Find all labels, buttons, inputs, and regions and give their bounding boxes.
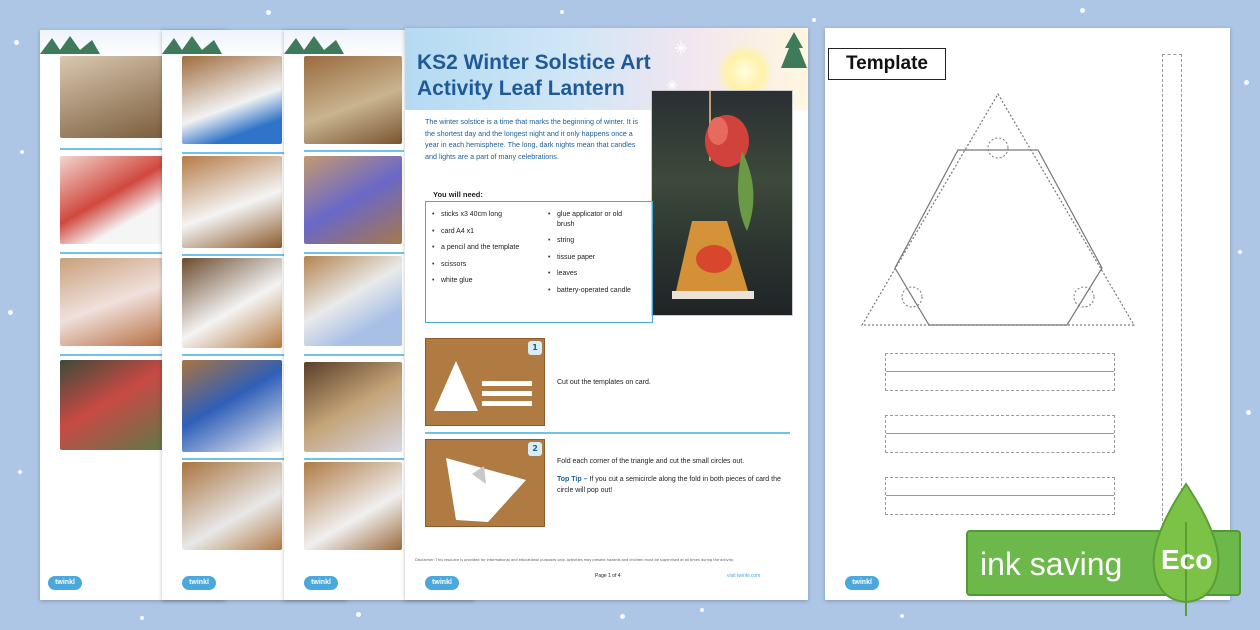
material-item: • tissue paper <box>548 253 638 263</box>
materials-list-box <box>425 201 653 323</box>
snowflake <box>560 10 564 14</box>
step-2-instruction: Fold each corner of the triangle and cut the small circles out. <box>557 458 745 465</box>
step-2-photo <box>425 439 545 527</box>
you-will-need-heading: You will need: <box>433 190 483 199</box>
twinkl-logo: twinkl <box>845 576 879 590</box>
material-item: • sticks x3 40cm long <box>432 210 522 220</box>
triangle-template <box>855 88 1155 348</box>
pine-branch-icon <box>162 32 222 58</box>
twinkl-logo: twinkl <box>182 576 216 590</box>
pine-branch-icon <box>284 32 344 58</box>
snowflake <box>266 10 271 15</box>
eco-label: Eco <box>1161 544 1213 575</box>
step-photo-thumbnail <box>304 256 402 346</box>
step-2-text <box>557 456 793 496</box>
snowflake-icon <box>675 42 687 54</box>
snowflake <box>1080 8 1085 13</box>
material-item: • white glue <box>432 276 522 286</box>
twinkl-logo: twinkl <box>48 576 82 590</box>
twinkl-logo: twinkl <box>425 576 459 590</box>
divider <box>425 432 790 434</box>
snowflake <box>900 614 904 618</box>
step-photo-thumbnail <box>60 360 170 450</box>
material-item: • leaves <box>548 269 638 279</box>
title-line-2: Activity Leaf Lantern <box>417 77 625 100</box>
cut-card-illustration <box>426 339 544 425</box>
step-photo-thumbnail <box>304 156 402 244</box>
pine-branch-icon <box>40 32 100 58</box>
divider <box>304 150 404 152</box>
strip-template <box>885 415 1115 453</box>
snowflake <box>1244 80 1249 85</box>
step-photo-thumbnail <box>60 56 170 138</box>
divider <box>304 354 404 356</box>
worksheet-title <box>417 50 651 102</box>
snowflake <box>620 614 625 619</box>
step-photo-thumbnail <box>60 156 170 244</box>
intro-paragraph: The winter solstice is a time that marks the beginning of winter. It is the shortest day and the longest night and it only happens once a year in each hemisphere. The long, dark nights mean that candles and lights are a part of many celebrations. <box>425 117 638 161</box>
step-number-badge: 2 <box>528 442 542 456</box>
strip-template <box>885 353 1115 391</box>
step-1-text: Cut out the templates on card. <box>557 379 651 386</box>
step-1-photo <box>425 338 545 426</box>
worksheet-page-1 <box>405 28 808 600</box>
material-item: • a pencil and the template <box>432 243 522 253</box>
step-photo-thumbnail <box>304 362 402 452</box>
step-photo-thumbnail <box>182 156 282 248</box>
snowflake <box>20 150 24 154</box>
snowflake <box>1238 250 1242 254</box>
step-photo-thumbnail <box>182 360 282 452</box>
step-photo-thumbnail <box>60 258 170 346</box>
website-link[interactable]: visit twinkl.com <box>727 573 761 579</box>
snowflake <box>18 470 22 474</box>
divider <box>304 252 404 254</box>
snowflake <box>700 608 704 612</box>
snowflake <box>1246 410 1251 415</box>
title-line-1: KS2 Winter Solstice Art <box>417 51 651 74</box>
disclaimer-text: Disclaimer: This resource is provided for informational and educational purposes only. Activities may present hazards and children must be supervised at all times during the activity. <box>415 558 734 562</box>
materials-column-right <box>548 210 638 302</box>
top-tip-label: Top Tip – <box>557 476 588 483</box>
folded-triangle-illustration <box>426 440 544 526</box>
top-tip-text: If you cut a semicircle along the fold in both pieces of card the circle will pop out! <box>557 476 781 494</box>
step-photo-thumbnail <box>182 462 282 550</box>
divider <box>304 458 404 460</box>
snowflake <box>14 40 19 45</box>
template-title: Template <box>828 48 946 80</box>
snowflake <box>356 612 361 617</box>
top-tip <box>557 474 793 496</box>
snowflake-icon <box>667 80 677 90</box>
lantern-illustration <box>652 91 792 315</box>
snowflake <box>812 18 816 22</box>
strip-template <box>885 477 1115 515</box>
material-item: • battery-operated candle <box>548 286 638 296</box>
snowflake <box>8 310 13 315</box>
twinkl-logo: twinkl <box>304 576 338 590</box>
material-item: • card A4 x1 <box>432 227 522 237</box>
step-photo-thumbnail <box>182 56 282 144</box>
material-item: • string <box>548 236 638 246</box>
step-photo-thumbnail <box>304 56 402 144</box>
material-item: • scissors <box>432 260 522 270</box>
material-item: • glue applicator or old brush <box>548 210 638 229</box>
step-photo-thumbnail <box>304 462 402 550</box>
page-number: Page 1 of 4 <box>595 573 621 579</box>
step-photo-thumbnail <box>182 258 282 348</box>
materials-column-left <box>432 210 522 293</box>
snowflake <box>140 616 144 620</box>
leaf-lantern-photo <box>651 90 793 316</box>
ink-saving-label: ink saving <box>980 546 1123 582</box>
pine-branch-icon <box>779 30 808 70</box>
step-number-badge: 1 <box>528 341 542 355</box>
